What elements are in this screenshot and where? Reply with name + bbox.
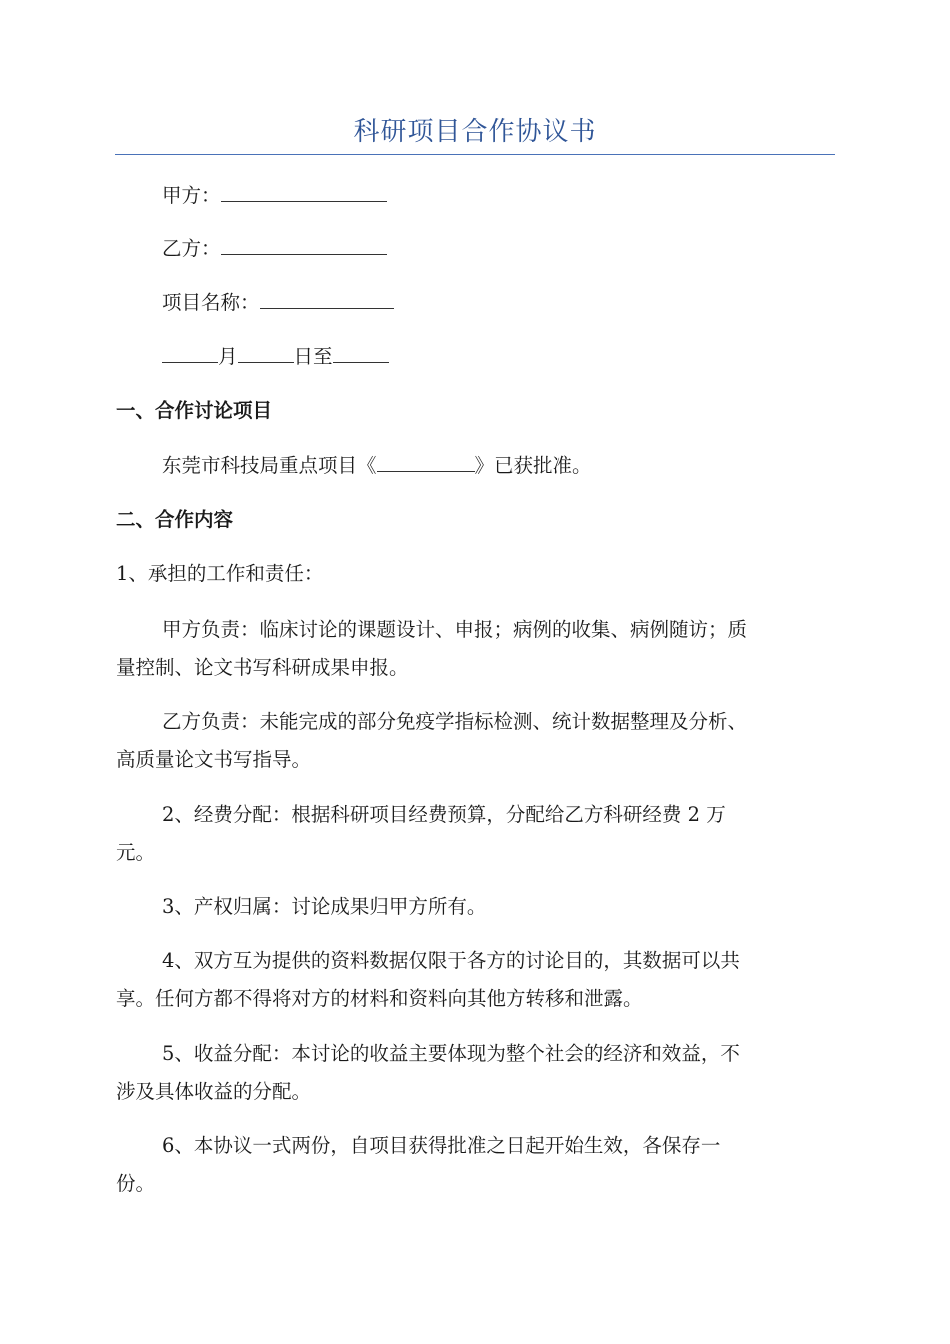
item6-line1: 6、本协议一式两份，自项目获得批准之日起开始生效，各保存一 (162, 1134, 721, 1157)
party-b-duty-line2: 高质量论文书写指导。 (116, 748, 312, 771)
party-a-blank (221, 181, 387, 202)
item2-line2: 元。 (116, 841, 156, 864)
party-a-duty-line1: 甲方负责：临床讨论的课题设计、申报；病例的收集、病例随访；质 (162, 618, 748, 641)
document-title: 科研项目合作协议书 (353, 117, 597, 147)
party-b-blank (221, 234, 387, 255)
date-month-label: 月 (218, 345, 238, 368)
date-row (162, 342, 389, 372)
item4-line1: 4、双方互为提供的资料数据仅限于各方的讨论目的，其数据可以共 (162, 949, 740, 972)
title-underline (115, 154, 835, 155)
section1-prefix: 东莞市科技局重点项目《 (162, 454, 377, 477)
section1-content (162, 451, 592, 481)
section1-suffix: 》已获批准。 (474, 454, 592, 477)
project-title-blank (377, 451, 475, 472)
item6-line2: 份。 (116, 1172, 156, 1195)
item1-heading: 1、承担的工作和责任： (116, 562, 324, 585)
project-name-label: 项目名称： (162, 291, 260, 314)
date-day-blank (238, 342, 294, 363)
party-a-label: 甲方： (162, 184, 221, 207)
party-b-duty-line1: 乙方负责：未能完成的部分免疫学指标检测、统计数据整理及分析、 (162, 710, 748, 733)
date-day-to-label: 日至 (293, 345, 333, 368)
item5-line2: 涉及具体收益的分配。 (116, 1080, 312, 1103)
section2-heading: 二、合作内容 (116, 508, 234, 531)
date-end-blank (333, 342, 389, 363)
section1-heading: 一、合作讨论项目 (116, 399, 273, 422)
item3-line1: 3、产权归属：讨论成果归甲方所有。 (162, 895, 487, 918)
item2-line1: 2、经费分配：根据科研项目经费预算，分配给乙方科研经费 2 万 (162, 803, 726, 826)
party-a-duty-line2: 量控制、论文书写科研成果申报。 (116, 656, 409, 679)
party-b-row (162, 234, 387, 264)
project-name-blank (260, 288, 394, 309)
date-year-blank (162, 342, 218, 363)
party-a-row (162, 181, 387, 211)
project-name-row (162, 288, 394, 318)
party-b-label: 乙方： (162, 237, 221, 260)
item4-line2: 享。任何方都不得将对方的材料和资料向其他方转移和泄露。 (116, 987, 643, 1010)
item5-line1: 5、收益分配：本讨论的收益主要体现为整个社会的经济和效益，不 (162, 1042, 740, 1065)
